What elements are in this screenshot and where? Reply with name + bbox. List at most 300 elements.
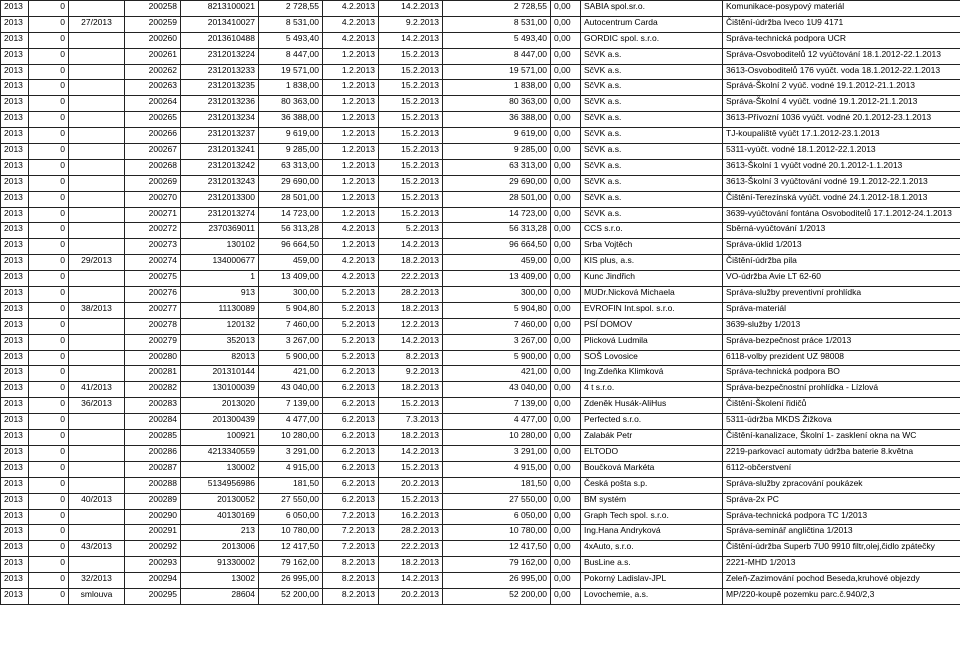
issue-date-cell: 4.2.2013 bbox=[323, 271, 379, 287]
issue-date-cell: 1.2.2013 bbox=[323, 239, 379, 255]
year-cell: 2013 bbox=[1, 398, 29, 414]
record-number-cell: 200262 bbox=[125, 64, 181, 80]
table-row bbox=[1, 287, 960, 303]
remaining-cell: 0,00 bbox=[551, 477, 581, 493]
record-number-cell: 200282 bbox=[125, 382, 181, 398]
description-cell: Správa-Školní 4 vyúčt. vodné 19.1.2012-21.1.2013 bbox=[723, 96, 960, 112]
table-row bbox=[1, 255, 960, 271]
invoice-number-cell: 120132 bbox=[181, 318, 259, 334]
supplier-cell: SOŠ Lovosice bbox=[581, 350, 723, 366]
supplier-cell: BM systém bbox=[581, 493, 723, 509]
amount-cell: 8 447,00 bbox=[259, 48, 323, 64]
remaining-cell: 0,00 bbox=[551, 255, 581, 271]
year-cell: 2013 bbox=[1, 414, 29, 430]
paid-amount-cell: 6 050,00 bbox=[443, 509, 551, 525]
remaining-cell: 0,00 bbox=[551, 445, 581, 461]
contract-number-cell bbox=[69, 477, 125, 493]
remaining-cell: 0,00 bbox=[551, 80, 581, 96]
due-date-cell: 14.2.2013 bbox=[379, 573, 443, 589]
due-date-cell: 28.2.2013 bbox=[379, 287, 443, 303]
supplier-cell: SčVK a.s. bbox=[581, 207, 723, 223]
paid-amount-cell: 19 571,00 bbox=[443, 64, 551, 80]
record-number-cell: 200273 bbox=[125, 239, 181, 255]
paid-amount-cell: 52 200,00 bbox=[443, 588, 551, 604]
description-cell: 6118-volby prezident UZ 98008 bbox=[723, 350, 960, 366]
paid-amount-cell: 3 267,00 bbox=[443, 334, 551, 350]
amount-cell: 56 313,28 bbox=[259, 223, 323, 239]
flag-cell: 0 bbox=[29, 223, 69, 239]
contract-number-cell bbox=[69, 445, 125, 461]
due-date-cell: 18.2.2013 bbox=[379, 430, 443, 446]
contract-number-cell bbox=[69, 159, 125, 175]
description-cell: Čištění-údržba Iveco 1U9 4171 bbox=[723, 16, 960, 32]
due-date-cell: 16.2.2013 bbox=[379, 509, 443, 525]
record-number-cell: 200263 bbox=[125, 80, 181, 96]
remaining-cell: 0,00 bbox=[551, 191, 581, 207]
issue-date-cell: 5.2.2013 bbox=[323, 287, 379, 303]
year-cell: 2013 bbox=[1, 96, 29, 112]
remaining-cell: 0,00 bbox=[551, 318, 581, 334]
invoice-number-cell: 5134956986 bbox=[181, 477, 259, 493]
record-number-cell: 200266 bbox=[125, 128, 181, 144]
issue-date-cell: 1.2.2013 bbox=[323, 128, 379, 144]
table-row bbox=[1, 112, 960, 128]
description-cell: Správa-technická podpora UCR bbox=[723, 32, 960, 48]
remaining-cell: 0,00 bbox=[551, 128, 581, 144]
amount-cell: 14 723,00 bbox=[259, 207, 323, 223]
supplier-cell: SčVK a.s. bbox=[581, 159, 723, 175]
year-cell: 2013 bbox=[1, 223, 29, 239]
flag-cell: 0 bbox=[29, 398, 69, 414]
due-date-cell: 5.2.2013 bbox=[379, 223, 443, 239]
amount-cell: 36 388,00 bbox=[259, 112, 323, 128]
due-date-cell: 7.3.2013 bbox=[379, 414, 443, 430]
contract-number-cell bbox=[69, 175, 125, 191]
invoice-number-cell: 82013 bbox=[181, 350, 259, 366]
supplier-cell: SčVK a.s. bbox=[581, 175, 723, 191]
flag-cell: 0 bbox=[29, 509, 69, 525]
issue-date-cell: 5.2.2013 bbox=[323, 350, 379, 366]
year-cell: 2013 bbox=[1, 557, 29, 573]
amount-cell: 29 690,00 bbox=[259, 175, 323, 191]
description-cell: 6112-občerstvení bbox=[723, 461, 960, 477]
description-cell: Správa-bezpečnost práce 1/2013 bbox=[723, 334, 960, 350]
amount-cell: 7 139,00 bbox=[259, 398, 323, 414]
paid-amount-cell: 27 550,00 bbox=[443, 493, 551, 509]
contract-number-cell: 36/2013 bbox=[69, 398, 125, 414]
due-date-cell: 15.2.2013 bbox=[379, 48, 443, 64]
amount-cell: 2 728,55 bbox=[259, 1, 323, 17]
contract-number-cell bbox=[69, 414, 125, 430]
invoice-number-cell: 2013020 bbox=[181, 398, 259, 414]
record-number-cell: 200269 bbox=[125, 175, 181, 191]
flag-cell: 0 bbox=[29, 461, 69, 477]
table-row bbox=[1, 64, 960, 80]
paid-amount-cell: 459,00 bbox=[443, 255, 551, 271]
paid-amount-cell: 79 162,00 bbox=[443, 557, 551, 573]
flag-cell: 0 bbox=[29, 318, 69, 334]
flag-cell: 0 bbox=[29, 64, 69, 80]
paid-amount-cell: 63 313,00 bbox=[443, 159, 551, 175]
table-row bbox=[1, 445, 960, 461]
invoice-number-cell: 201300439 bbox=[181, 414, 259, 430]
remaining-cell: 0,00 bbox=[551, 461, 581, 477]
table-row bbox=[1, 541, 960, 557]
year-cell: 2013 bbox=[1, 318, 29, 334]
issue-date-cell: 7.2.2013 bbox=[323, 509, 379, 525]
due-date-cell: 22.2.2013 bbox=[379, 271, 443, 287]
amount-cell: 19 571,00 bbox=[259, 64, 323, 80]
supplier-cell: Lovochemie, a.s. bbox=[581, 588, 723, 604]
record-number-cell: 200270 bbox=[125, 191, 181, 207]
year-cell: 2013 bbox=[1, 159, 29, 175]
remaining-cell: 0,00 bbox=[551, 271, 581, 287]
contract-number-cell bbox=[69, 207, 125, 223]
invoice-number-cell: 913 bbox=[181, 287, 259, 303]
amount-cell: 7 460,00 bbox=[259, 318, 323, 334]
remaining-cell: 0,00 bbox=[551, 64, 581, 80]
due-date-cell: 15.2.2013 bbox=[379, 191, 443, 207]
year-cell: 2013 bbox=[1, 509, 29, 525]
remaining-cell: 0,00 bbox=[551, 96, 581, 112]
invoice-number-cell: 100921 bbox=[181, 430, 259, 446]
amount-cell: 459,00 bbox=[259, 255, 323, 271]
contract-number-cell bbox=[69, 525, 125, 541]
supplier-cell: SčVK a.s. bbox=[581, 48, 723, 64]
paid-amount-cell: 29 690,00 bbox=[443, 175, 551, 191]
due-date-cell: 18.2.2013 bbox=[379, 557, 443, 573]
table-row bbox=[1, 32, 960, 48]
year-cell: 2013 bbox=[1, 430, 29, 446]
issue-date-cell: 4.2.2013 bbox=[323, 1, 379, 17]
invoice-number-cell: 2013006 bbox=[181, 541, 259, 557]
supplier-cell: SčVK a.s. bbox=[581, 80, 723, 96]
year-cell: 2013 bbox=[1, 271, 29, 287]
contract-number-cell bbox=[69, 48, 125, 64]
description-cell: 3639-služby 1/2013 bbox=[723, 318, 960, 334]
description-cell: Správa-seminář angličtina 1/2013 bbox=[723, 525, 960, 541]
issue-date-cell: 5.2.2013 bbox=[323, 334, 379, 350]
issue-date-cell: 4.2.2013 bbox=[323, 16, 379, 32]
supplier-cell: SABIA spol.sr.o. bbox=[581, 1, 723, 17]
invoice-number-cell: 2312013234 bbox=[181, 112, 259, 128]
flag-cell: 0 bbox=[29, 557, 69, 573]
contract-number-cell bbox=[69, 287, 125, 303]
invoice-number-cell: 2312013274 bbox=[181, 207, 259, 223]
supplier-cell: Autocentrum Carda bbox=[581, 16, 723, 32]
due-date-cell: 8.2.2013 bbox=[379, 350, 443, 366]
invoice-number-cell: 20130052 bbox=[181, 493, 259, 509]
contract-number-cell bbox=[69, 366, 125, 382]
year-cell: 2013 bbox=[1, 32, 29, 48]
year-cell: 2013 bbox=[1, 144, 29, 160]
issue-date-cell: 1.2.2013 bbox=[323, 80, 379, 96]
issue-date-cell: 8.2.2013 bbox=[323, 588, 379, 604]
invoice-number-cell: 8213100021 bbox=[181, 1, 259, 17]
description-cell: Čištění-údržba pila bbox=[723, 255, 960, 271]
paid-amount-cell: 4 477,00 bbox=[443, 414, 551, 430]
year-cell: 2013 bbox=[1, 573, 29, 589]
issue-date-cell: 7.2.2013 bbox=[323, 525, 379, 541]
paid-amount-cell: 10 280,00 bbox=[443, 430, 551, 446]
invoice-number-cell: 2312013241 bbox=[181, 144, 259, 160]
year-cell: 2013 bbox=[1, 112, 29, 128]
flag-cell: 0 bbox=[29, 112, 69, 128]
table-row bbox=[1, 159, 960, 175]
record-number-cell: 200272 bbox=[125, 223, 181, 239]
due-date-cell: 22.2.2013 bbox=[379, 541, 443, 557]
record-number-cell: 200287 bbox=[125, 461, 181, 477]
description-cell: Správa-technická podpora BO bbox=[723, 366, 960, 382]
remaining-cell: 0,00 bbox=[551, 207, 581, 223]
supplier-cell: 4 t s.r.o. bbox=[581, 382, 723, 398]
flag-cell: 0 bbox=[29, 16, 69, 32]
flag-cell: 0 bbox=[29, 271, 69, 287]
due-date-cell: 20.2.2013 bbox=[379, 477, 443, 493]
amount-cell: 300,00 bbox=[259, 287, 323, 303]
supplier-cell: SčVK a.s. bbox=[581, 112, 723, 128]
amount-cell: 6 050,00 bbox=[259, 509, 323, 525]
year-cell: 2013 bbox=[1, 80, 29, 96]
record-number-cell: 200285 bbox=[125, 430, 181, 446]
table-row bbox=[1, 493, 960, 509]
flag-cell: 0 bbox=[29, 588, 69, 604]
remaining-cell: 0,00 bbox=[551, 159, 581, 175]
amount-cell: 26 995,00 bbox=[259, 573, 323, 589]
record-number-cell: 200288 bbox=[125, 477, 181, 493]
paid-amount-cell: 10 780,00 bbox=[443, 525, 551, 541]
description-cell: Správa-bezpečnostní prohlídka - Lízlová bbox=[723, 382, 960, 398]
year-cell: 2013 bbox=[1, 255, 29, 271]
year-cell: 2013 bbox=[1, 287, 29, 303]
record-number-cell: 200264 bbox=[125, 96, 181, 112]
issue-date-cell: 1.2.2013 bbox=[323, 191, 379, 207]
year-cell: 2013 bbox=[1, 350, 29, 366]
due-date-cell: 9.2.2013 bbox=[379, 16, 443, 32]
remaining-cell: 0,00 bbox=[551, 573, 581, 589]
issue-date-cell: 6.2.2013 bbox=[323, 461, 379, 477]
table-row bbox=[1, 96, 960, 112]
paid-amount-cell: 8 447,00 bbox=[443, 48, 551, 64]
contract-number-cell: 38/2013 bbox=[69, 302, 125, 318]
table-row bbox=[1, 588, 960, 604]
remaining-cell: 0,00 bbox=[551, 366, 581, 382]
supplier-cell: SčVK a.s. bbox=[581, 191, 723, 207]
contract-number-cell bbox=[69, 80, 125, 96]
flag-cell: 0 bbox=[29, 32, 69, 48]
year-cell: 2013 bbox=[1, 302, 29, 318]
record-number-cell: 200294 bbox=[125, 573, 181, 589]
supplier-cell: Plicková Ludmila bbox=[581, 334, 723, 350]
record-number-cell: 200290 bbox=[125, 509, 181, 525]
remaining-cell: 0,00 bbox=[551, 16, 581, 32]
invoice-number-cell: 2312013236 bbox=[181, 96, 259, 112]
contract-number-cell bbox=[69, 191, 125, 207]
remaining-cell: 0,00 bbox=[551, 541, 581, 557]
paid-amount-cell: 43 040,00 bbox=[443, 382, 551, 398]
invoice-number-cell: 2312013224 bbox=[181, 48, 259, 64]
description-cell: Správa-úklid 1/2013 bbox=[723, 239, 960, 255]
due-date-cell: 15.2.2013 bbox=[379, 144, 443, 160]
flag-cell: 0 bbox=[29, 1, 69, 17]
year-cell: 2013 bbox=[1, 588, 29, 604]
table-row bbox=[1, 1, 960, 17]
remaining-cell: 0,00 bbox=[551, 509, 581, 525]
flag-cell: 0 bbox=[29, 414, 69, 430]
remaining-cell: 0,00 bbox=[551, 414, 581, 430]
description-cell: Komunikace-posypový materiál bbox=[723, 1, 960, 17]
amount-cell: 27 550,00 bbox=[259, 493, 323, 509]
remaining-cell: 0,00 bbox=[551, 493, 581, 509]
amount-cell: 12 417,50 bbox=[259, 541, 323, 557]
paid-amount-cell: 5 493,40 bbox=[443, 32, 551, 48]
amount-cell: 8 531,00 bbox=[259, 16, 323, 32]
due-date-cell: 15.2.2013 bbox=[379, 159, 443, 175]
paid-amount-cell: 13 409,00 bbox=[443, 271, 551, 287]
flag-cell: 0 bbox=[29, 573, 69, 589]
flag-cell: 0 bbox=[29, 525, 69, 541]
issue-date-cell: 1.2.2013 bbox=[323, 64, 379, 80]
paid-amount-cell: 80 363,00 bbox=[443, 96, 551, 112]
table-row bbox=[1, 382, 960, 398]
contract-number-cell bbox=[69, 271, 125, 287]
contract-number-cell bbox=[69, 557, 125, 573]
amount-cell: 3 267,00 bbox=[259, 334, 323, 350]
year-cell: 2013 bbox=[1, 334, 29, 350]
table-row bbox=[1, 223, 960, 239]
record-number-cell: 200292 bbox=[125, 541, 181, 557]
flag-cell: 0 bbox=[29, 541, 69, 557]
invoice-number-cell: 2370369011 bbox=[181, 223, 259, 239]
flag-cell: 0 bbox=[29, 80, 69, 96]
amount-cell: 52 200,00 bbox=[259, 588, 323, 604]
record-number-cell: 200286 bbox=[125, 445, 181, 461]
due-date-cell: 15.2.2013 bbox=[379, 175, 443, 191]
supplier-cell: PSÍ DOMOV bbox=[581, 318, 723, 334]
year-cell: 2013 bbox=[1, 525, 29, 541]
year-cell: 2013 bbox=[1, 48, 29, 64]
amount-cell: 4 915,00 bbox=[259, 461, 323, 477]
flag-cell: 0 bbox=[29, 477, 69, 493]
year-cell: 2013 bbox=[1, 366, 29, 382]
supplier-cell: Ing.Zdeňka Klimková bbox=[581, 366, 723, 382]
contract-number-cell bbox=[69, 32, 125, 48]
flag-cell: 0 bbox=[29, 191, 69, 207]
table-row bbox=[1, 573, 960, 589]
description-cell: Správa-služby zpracování poukázek bbox=[723, 477, 960, 493]
description-cell: Správa-technická podpora TC 1/2013 bbox=[723, 509, 960, 525]
amount-cell: 421,00 bbox=[259, 366, 323, 382]
contract-number-cell bbox=[69, 64, 125, 80]
supplier-cell: MUDr.Nicková Michaela bbox=[581, 287, 723, 303]
contract-number-cell bbox=[69, 112, 125, 128]
contract-number-cell bbox=[69, 1, 125, 17]
issue-date-cell: 6.2.2013 bbox=[323, 398, 379, 414]
remaining-cell: 0,00 bbox=[551, 32, 581, 48]
due-date-cell: 15.2.2013 bbox=[379, 64, 443, 80]
remaining-cell: 0,00 bbox=[551, 48, 581, 64]
contract-number-cell bbox=[69, 430, 125, 446]
invoice-number-cell: 2312013242 bbox=[181, 159, 259, 175]
due-date-cell: 15.2.2013 bbox=[379, 207, 443, 223]
description-cell: 3613-Školní 1 vyúčt vodné 20.1.2012-1.1.2013 bbox=[723, 159, 960, 175]
due-date-cell: 12.2.2013 bbox=[379, 318, 443, 334]
issue-date-cell: 1.2.2013 bbox=[323, 112, 379, 128]
paid-amount-cell: 1 838,00 bbox=[443, 80, 551, 96]
description-cell: 2221-MHD 1/2013 bbox=[723, 557, 960, 573]
table-row bbox=[1, 334, 960, 350]
description-cell: 3613-Školní 3 vyúčtování vodné 19.1.2012-22.1.2013 bbox=[723, 175, 960, 191]
due-date-cell: 15.2.2013 bbox=[379, 128, 443, 144]
year-cell: 2013 bbox=[1, 239, 29, 255]
supplier-cell: BusLine a.s. bbox=[581, 557, 723, 573]
issue-date-cell: 4.2.2013 bbox=[323, 255, 379, 271]
supplier-cell: Graph Tech spol. s.r.o. bbox=[581, 509, 723, 525]
contract-number-cell bbox=[69, 96, 125, 112]
record-number-cell: 200284 bbox=[125, 414, 181, 430]
year-cell: 2013 bbox=[1, 175, 29, 191]
invoice-number-cell: 130102 bbox=[181, 239, 259, 255]
table-row bbox=[1, 302, 960, 318]
contract-number-cell: 41/2013 bbox=[69, 382, 125, 398]
paid-amount-cell: 300,00 bbox=[443, 287, 551, 303]
record-number-cell: 200278 bbox=[125, 318, 181, 334]
description-cell: 2219-parkovací automaty údržba baterie 8.května bbox=[723, 445, 960, 461]
remaining-cell: 0,00 bbox=[551, 382, 581, 398]
contract-number-cell bbox=[69, 239, 125, 255]
invoice-number-cell: 352013 bbox=[181, 334, 259, 350]
amount-cell: 28 501,00 bbox=[259, 191, 323, 207]
table-row bbox=[1, 461, 960, 477]
amount-cell: 43 040,00 bbox=[259, 382, 323, 398]
contract-number-cell bbox=[69, 128, 125, 144]
invoice-number-cell: 130100039 bbox=[181, 382, 259, 398]
contract-number-cell: 27/2013 bbox=[69, 16, 125, 32]
invoice-number-cell: 213 bbox=[181, 525, 259, 541]
record-number-cell: 200291 bbox=[125, 525, 181, 541]
flag-cell: 0 bbox=[29, 430, 69, 446]
due-date-cell: 28.2.2013 bbox=[379, 525, 443, 541]
year-cell: 2013 bbox=[1, 191, 29, 207]
description-cell: Správa-služby preventivní prohlídka bbox=[723, 287, 960, 303]
table-row bbox=[1, 239, 960, 255]
due-date-cell: 18.2.2013 bbox=[379, 255, 443, 271]
description-cell: TJ-koupaliště vyúčt 17.1.2012-23.1.2013 bbox=[723, 128, 960, 144]
invoice-number-cell: 91330002 bbox=[181, 557, 259, 573]
description-cell: Čištění-Školení řidičů bbox=[723, 398, 960, 414]
record-number-cell: 200277 bbox=[125, 302, 181, 318]
due-date-cell: 14.2.2013 bbox=[379, 334, 443, 350]
paid-amount-cell: 7 460,00 bbox=[443, 318, 551, 334]
issue-date-cell: 8.2.2013 bbox=[323, 557, 379, 573]
record-number-cell: 200274 bbox=[125, 255, 181, 271]
supplier-cell: ELTODO bbox=[581, 445, 723, 461]
supplier-cell: CCS s.r.o. bbox=[581, 223, 723, 239]
amount-cell: 5 493,40 bbox=[259, 32, 323, 48]
supplier-cell: SčVK a.s. bbox=[581, 64, 723, 80]
contract-number-cell bbox=[69, 461, 125, 477]
table-row bbox=[1, 477, 960, 493]
supplier-cell: GORDIC spol. s.r.o. bbox=[581, 32, 723, 48]
amount-cell: 10 780,00 bbox=[259, 525, 323, 541]
remaining-cell: 0,00 bbox=[551, 334, 581, 350]
record-number-cell: 200293 bbox=[125, 557, 181, 573]
description-cell: 5311-údržba MKDS Žižkova bbox=[723, 414, 960, 430]
year-cell: 2013 bbox=[1, 541, 29, 557]
table-row bbox=[1, 48, 960, 64]
supplier-cell: SčVK a.s. bbox=[581, 128, 723, 144]
description-cell: MP/220-koupě pozemku parc.č.940/2,3 bbox=[723, 588, 960, 604]
